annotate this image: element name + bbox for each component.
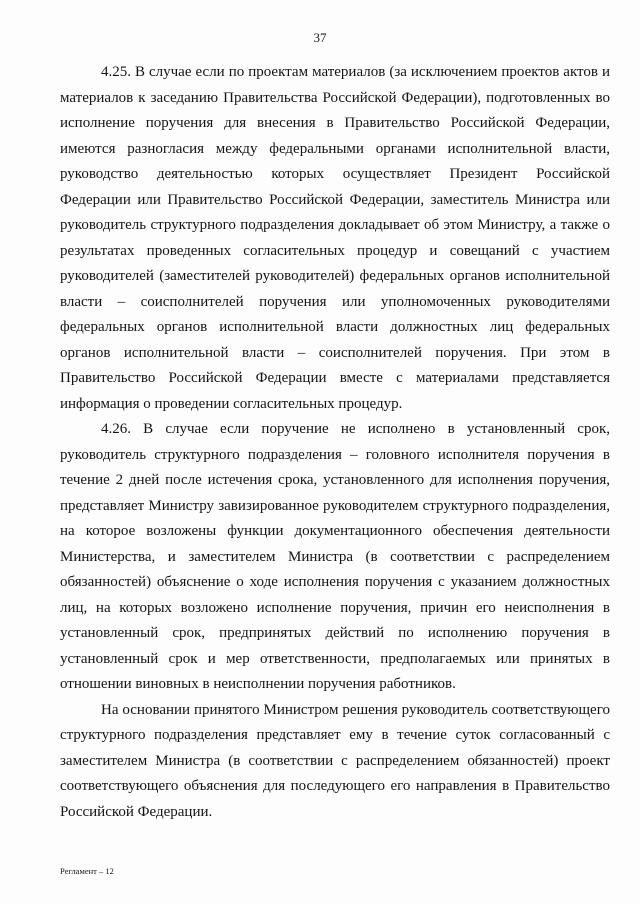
footer-label: Регламент – 12 (60, 866, 114, 876)
paragraph-decision: На основании принятого Министром решения руководитель соответствующего структурного подразделения представляет ему в течение суток согласованный с заместителем Министра (в соответствии с распределением обязанностей) проект соответствующего объяснения для последующего его направления в Правительство Российской Федерации. (60, 701, 610, 820)
paragraph-4-25: 4.25. В случае если по проектам материалов (за исключением проектов актов и материалов к заседанию Правительства Российской Федерации), подготовленных во исполнение поручения для внесения в Правительство Российской Федерации, имеются разногласия между федеральными органами исполнительной власти, руководство деятельностью которых осуществляет Президент Российской Федерации или Правительство Российской Федерации, заместитель Министра или руководитель структурного подразделения докладывает об этом Министру, а также о результатах проведенных согласительных процедур и совещаний с участием руководителей (заместителей руководителей) федеральных органов исполнительной власти – соисполнителей поручения или уполномоченных руководителями федеральных органов исполнительной власти должностных лиц федеральных органов исполнительной власти – соисполнителей поручения. При этом в Правительство Российской Федерации вместе с материалами представляется информация о проведении согласительных процедур. (60, 64, 610, 412)
paragraph-4-26: 4.26. В случае если поручение не исполнено в установленный срок, руководитель структурного подразделения – головного исполнителя поручения в течение 2 дней после истечения срока, установленного для исполнения поручения, представляет Министру завизированное руководителем структурного подразделения, на которое возложены функции документационного обеспечения деятельности Министерства, и заместителем Министра (в соответствии с распределением обязанностей) объяснение о ходе исполнения поручения с указанием должностных лиц, на которых возложено исполнение поручения, причин его неисполнения в установленный срок, предпринятых действий по исполнению поручения в установленный срок и мер ответственности, предполагаемых или принятых в отношении виновных в неисполнении поручения работников. (60, 421, 610, 692)
page-number: 37 (313, 30, 327, 45)
document-body (60, 60, 610, 825)
